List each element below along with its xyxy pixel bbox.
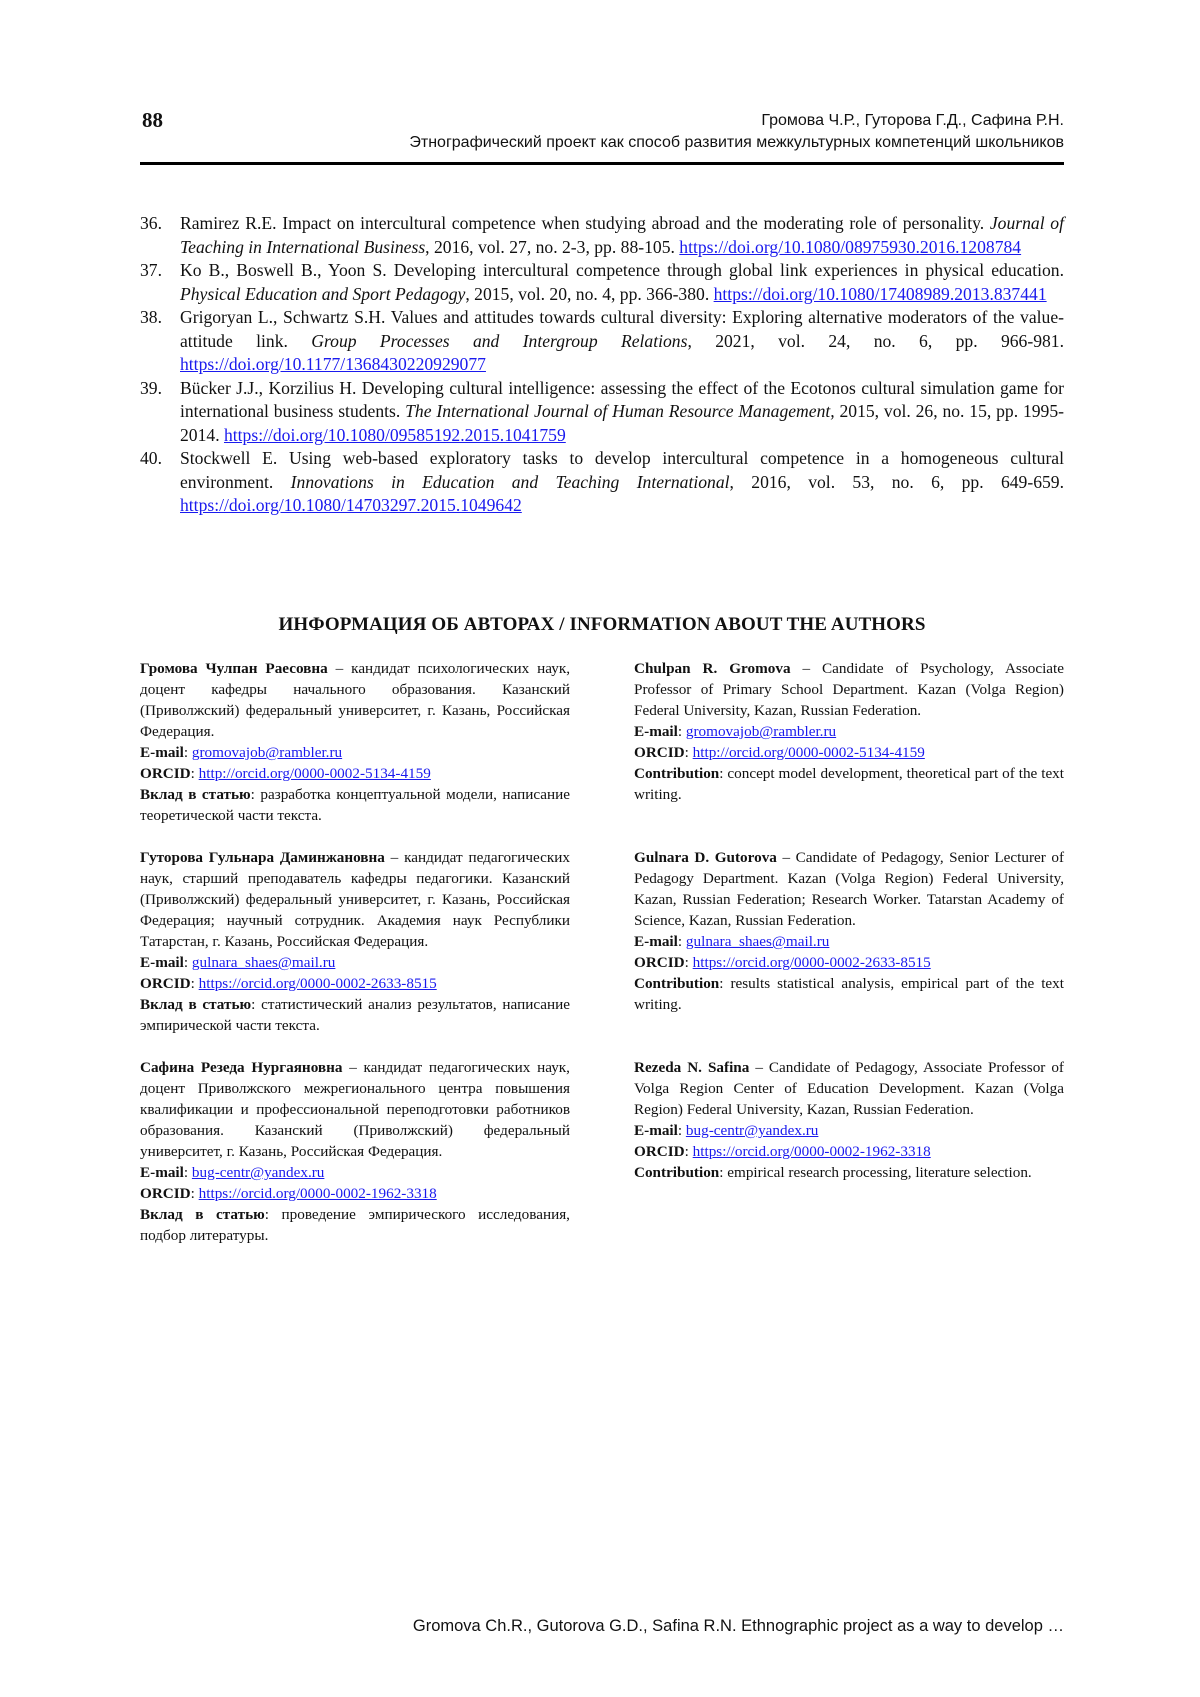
reference-doi-link[interactable]: https://doi.org/10.1177/1368430220929077 (180, 354, 486, 374)
author-bio (140, 658, 570, 742)
reference-doi-link[interactable]: https://doi.org/10.1080/08975930.2016.1208784 (679, 236, 1022, 257)
reference-item (140, 259, 1064, 306)
email-label: E-mail (634, 723, 678, 740)
author-orcid-link[interactable]: http://orcid.org/0000-0002-5134-4159 (198, 765, 431, 782)
header-article-title: Этнографический проект как способ развития межкультурных компетенций школьников (409, 134, 1064, 151)
author-info-en (634, 847, 1064, 1036)
author-email-line: E-mail: gulnara_shaes@mail.ru (140, 954, 336, 971)
orcid-label: ORCID (140, 1185, 191, 1202)
reference-number: 36. (140, 213, 162, 233)
page-number: 88 (142, 108, 163, 132)
author-contribution (634, 763, 1064, 805)
header-divider (140, 162, 1064, 165)
author-orcid-line: ORCID: https://orcid.org/0000-0002-2633-8515 (140, 975, 437, 992)
reference-item (140, 306, 1064, 377)
reference-journal: Group Processes and Intergroup Relations (311, 330, 688, 351)
author-bio (140, 847, 570, 952)
reference-number: 39. (140, 377, 162, 398)
author-contribution (140, 994, 570, 1036)
author-row (140, 1057, 1064, 1246)
author-orcid-link[interactable]: https://orcid.org/0000-0002-1962-3318 (198, 1185, 437, 1202)
author-contribution (634, 973, 1064, 1015)
reference-doi-link[interactable]: https://doi.org/10.1080/17408989.2013.837441 (713, 283, 1047, 304)
orcid-label: ORCID (634, 1143, 685, 1160)
contribution-text: : results statistical analysis, empirical part of the text writing. (634, 975, 1064, 1013)
contribution-text: : concept model development, theoretical part of the text writing. (634, 765, 1064, 803)
orcid-label: ORCID (140, 765, 191, 782)
reference-details: , 2015, vol. 20, no. 4, pp. 366-380. (465, 283, 714, 304)
author-description: – кандидат педагогических наук, доцент Приволжского межрегионального центра повышения квалификации и профессиональной переподготовки работников образования. Казанский (Приволжский) федеральный университет, г. Казань, Российская Федерация. (140, 1059, 570, 1160)
author-info-ru (140, 658, 570, 826)
author-name: Гуторова Гульнара Даминжановна (140, 849, 385, 866)
reference-journal: Physical Education and Sport Pedagogy (180, 283, 466, 304)
author-name: Rezeda N. Safina (634, 1059, 750, 1076)
author-bio (140, 1057, 570, 1162)
author-description: – кандидат педагогических наук, старший преподаватель кафедры педагогики. Казанский (Приволжский) федеральный университет, г. Казань, Российская Федерация; научный сотрудник. Академия наук Республики Татарстан, г. Казань, Российская Федерация. (140, 849, 571, 950)
author-orcid-line: ORCID: https://orcid.org/0000-0002-1962-3318 (140, 1185, 437, 1202)
email-label: E-mail (140, 744, 184, 761)
reference-text: Stockwell E. Using web-based exploratory tasks to develop intercultural competence in a homogeneous cultural environment. (180, 448, 1064, 492)
email-label: E-mail (140, 1164, 184, 1181)
author-email-link[interactable]: gromovajob@rambler.ru (191, 744, 343, 761)
author-info-en (634, 1057, 1064, 1246)
author-bio (634, 847, 1064, 931)
reference-list (140, 212, 1064, 518)
author-row (140, 658, 1064, 826)
contribution-label: Вклад в статью (140, 786, 251, 803)
contribution-text: : проведение эмпирического исследования, подбор литературы. (140, 1206, 570, 1244)
author-contribution (140, 784, 570, 826)
reference-details: , 2016, vol. 53, no. 6, pp. 649-659. (729, 471, 1064, 492)
contribution-label: Contribution (634, 975, 720, 992)
author-contribution (140, 1204, 570, 1246)
contribution-label: Вклад в статью (140, 1206, 265, 1223)
orcid-label: ORCID (634, 954, 685, 971)
running-header (409, 110, 1064, 154)
authors-section-title: ИНФОРМАЦИЯ ОБ АВТОРАХ / INFORMATION ABOUT THE AUTHORS (278, 614, 926, 635)
author-email-link[interactable]: gulnara_shaes@mail.ru (685, 933, 830, 950)
author-email-line: E-mail: gromovajob@rambler.ru (140, 744, 343, 761)
author-email-line: E-mail: gromovajob@rambler.ru (634, 723, 837, 740)
author-email-line: E-mail: gulnara_shaes@mail.ru (634, 933, 830, 950)
contribution-label: Contribution (634, 1164, 720, 1181)
reference-number: 38. (140, 307, 162, 327)
reference-journal: Journal of Teaching in International Business (180, 213, 1064, 257)
author-name: Громова Чулпан Раесовна (140, 660, 328, 677)
author-orcid-line: ORCID: http://orcid.org/0000-0002-5134-4159 (140, 765, 431, 782)
email-label: E-mail (634, 1122, 678, 1139)
author-email-line: E-mail: bug-centr@yandex.ru (140, 1164, 325, 1181)
reference-journal: The International Journal of Human Resource Management, (405, 401, 835, 421)
reference-text: Ramirez R.E. Impact on intercultural competence when studying abroad and the moderating role of personality. (180, 213, 990, 233)
reference-text: Grigoryan L., Schwartz S.H. Values and attitudes towards cultural diversity: Exploring alternative moderators of the value-attitude link. (180, 307, 1064, 351)
author-orcid-line: ORCID: https://orcid.org/0000-0002-2633-8515 (634, 954, 931, 971)
email-label: E-mail (140, 954, 184, 971)
author-orcid-link[interactable]: https://orcid.org/0000-0002-2633-8515 (198, 975, 437, 992)
header-authors: Громова Ч.Р., Гуторова Г.Д., Сафина Р.Н. (761, 112, 1064, 129)
reference-details: , 2016, vol. 27, no. 2-3, pp. 88-105. (425, 236, 680, 257)
authors-info (140, 658, 1064, 1267)
reference-item (140, 377, 1064, 448)
contribution-text: : разработка концептуальной модели, написание теоретической части текста. (140, 786, 570, 824)
reference-details: 2015, vol. 26, no. 15, pp. 1995-2014. (180, 401, 1064, 445)
orcid-label: ORCID (140, 975, 191, 992)
reference-doi-link[interactable]: https://doi.org/10.1080/14703297.2015.1049642 (180, 495, 522, 515)
author-description: – Candidate of Pedagogy, Senior Lecturer of Pedagogy Department. Kazan (Volga Region) Federal University, Kazan, Russian Federation; Research Worker. Tatarstan Academy of Science, Kazan, Russian Federation. (634, 849, 1065, 929)
author-name: Chulpan R. Gromova (634, 660, 791, 677)
author-email-link[interactable]: gromovajob@rambler.ru (685, 723, 837, 740)
reference-text: Bücker J.J., Korzilius H. Developing cultural intelligence: assessing the effect of the Ecotonos cultural simulation game for international business students. (180, 377, 1064, 421)
email-label: E-mail (634, 933, 678, 950)
author-bio (634, 1057, 1064, 1120)
author-orcid-link[interactable]: http://orcid.org/0000-0002-5134-4159 (692, 744, 925, 761)
author-name: Сафина Резеда Нургаяновна (140, 1059, 343, 1076)
author-info-ru (140, 1057, 570, 1246)
author-email-link[interactable]: bug-centr@yandex.ru (685, 1122, 819, 1139)
reference-doi-link[interactable]: https://doi.org/10.1080/09585192.2015.1041759 (223, 424, 566, 445)
orcid-label: ORCID (634, 744, 685, 761)
contribution-label: Contribution (634, 765, 720, 782)
author-description: – кандидат психологических наук, доцент кафедры начального образования. Казанский (Приволжский) федеральный университет, г. Казань, Российская Федерация. (140, 660, 570, 740)
author-orcid-link[interactable]: https://orcid.org/0000-0002-1962-3318 (692, 1143, 931, 1160)
reference-journal: Innovations in Education and Teaching International (290, 471, 730, 492)
author-email-link[interactable]: gulnara_shaes@mail.ru (191, 954, 336, 971)
author-orcid-line: ORCID: https://orcid.org/0000-0002-1962-3318 (634, 1143, 931, 1160)
author-orcid-link[interactable]: https://orcid.org/0000-0002-2633-8515 (692, 954, 931, 971)
reference-number: 37. (140, 260, 162, 280)
reference-details: , 2021, vol. 24, no. 6, pp. 966-981. (687, 330, 1064, 351)
reference-item (140, 447, 1064, 518)
reference-number: 40. (140, 448, 162, 468)
author-email-link[interactable]: bug-centr@yandex.ru (191, 1164, 325, 1181)
author-description: – Candidate of Psychology, Associate Professor of Primary School Department. Kazan (Volga Region) Federal University, Kazan, Russian Federation. (634, 660, 1065, 719)
contribution-label: Вклад в статью (140, 996, 252, 1013)
author-row (140, 847, 1064, 1036)
author-email-line: E-mail: bug-centr@yandex.ru (634, 1122, 819, 1139)
author-info-ru (140, 847, 570, 1036)
author-info-en (634, 658, 1064, 826)
author-orcid-line: ORCID: http://orcid.org/0000-0002-5134-4159 (634, 744, 925, 761)
contribution-text: : статистический анализ результатов, написание эмпирической части текста. (140, 996, 570, 1034)
contribution-text: : empirical research processing, literature selection. (719, 1164, 1032, 1181)
author-description: – Candidate of Pedagogy, Associate Professor of Volga Region Center of Education Development. Kazan (Volga Region) Federal University, Kazan, Russian Federation. (634, 1059, 1064, 1118)
author-name: Gulnara D. Gutorova (634, 849, 777, 866)
reference-text: Ko B., Boswell B., Yoon S. Developing intercultural competence through global link experiences in physical education. (180, 260, 1064, 280)
author-bio (634, 658, 1064, 721)
reference-item (140, 212, 1064, 259)
author-contribution (634, 1162, 1064, 1183)
running-footer: Gromova Ch.R., Gutorova G.D., Safina R.N. Ethnographic project as a way to develop … (412, 1617, 1064, 1635)
